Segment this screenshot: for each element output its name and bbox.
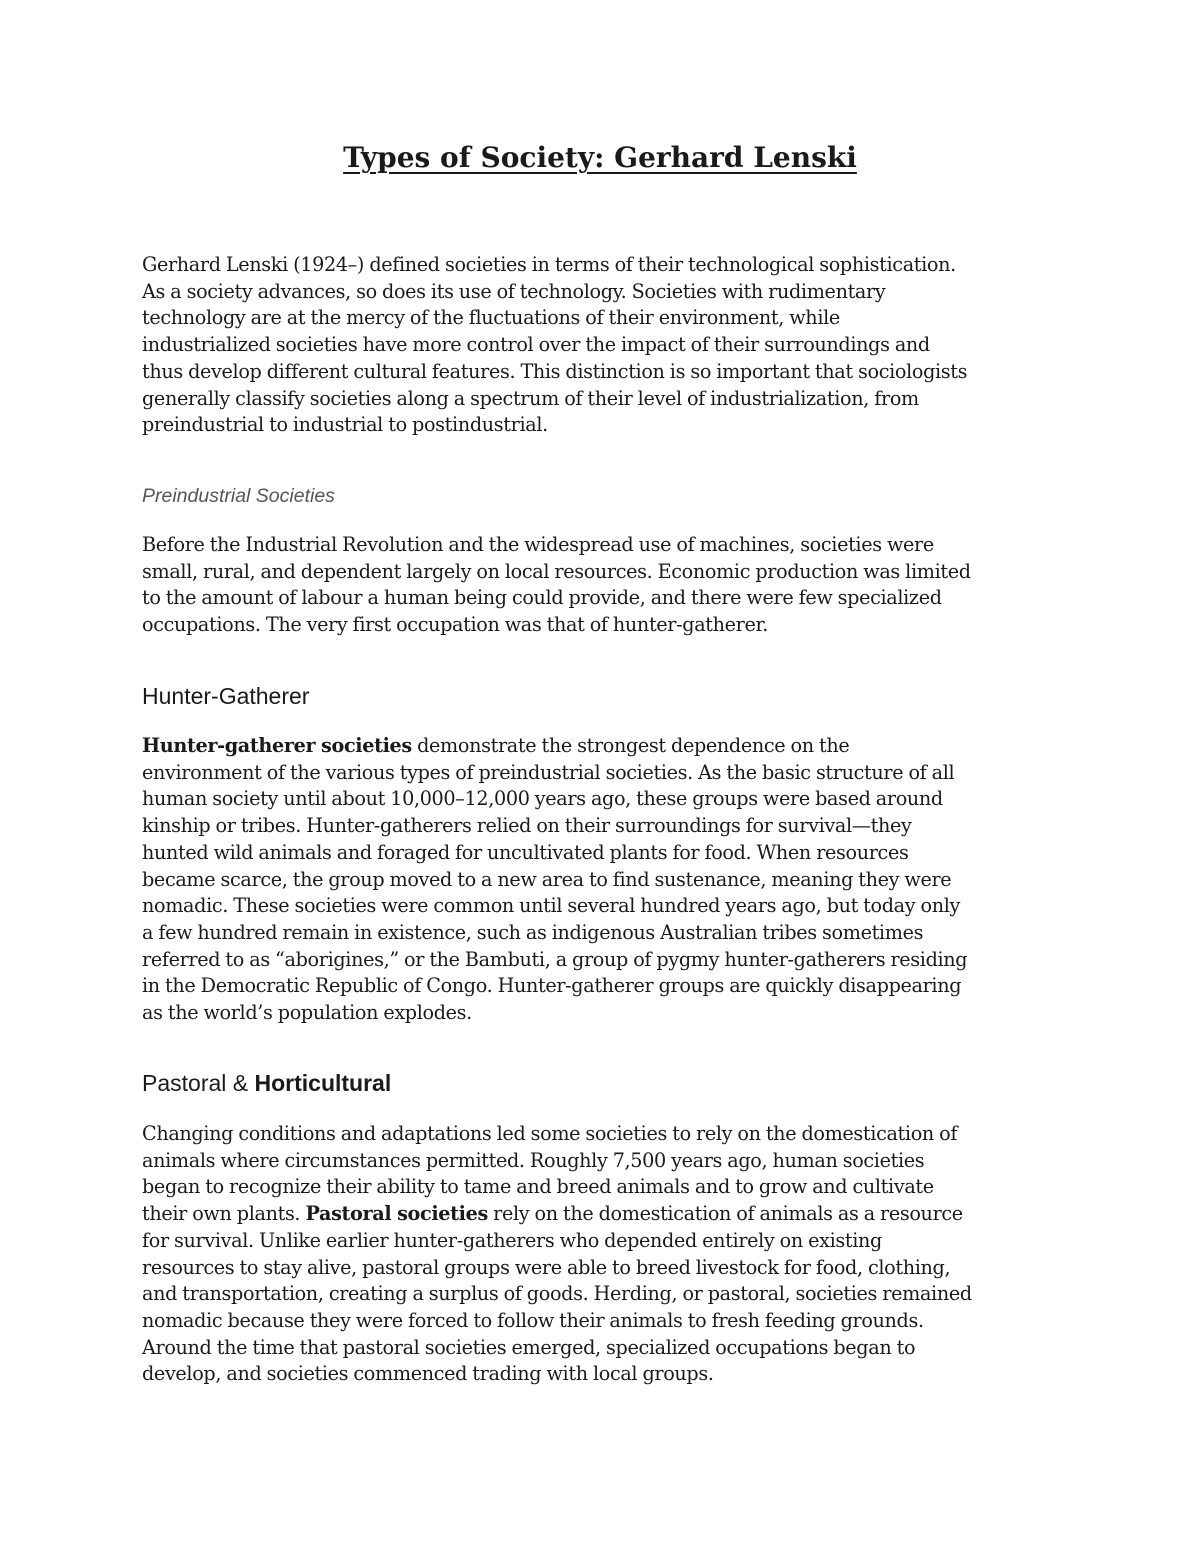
text-line: became scarce, the group moved to a new area to find sustenance, meaning they were bbox=[142, 867, 952, 891]
text-line: industrialized societies have more control over the impact of their surroundings and bbox=[142, 333, 930, 357]
text-line: small, rural, and dependent largely on local resources. Economic production was limited bbox=[142, 559, 971, 583]
preindustrial-paragraph bbox=[142, 532, 1082, 639]
heading-bold: Horticultural bbox=[254, 1070, 392, 1096]
hunter-gatherer-heading: Hunter-Gatherer bbox=[142, 683, 310, 709]
text-span: their own plants. bbox=[142, 1202, 306, 1226]
text-line: a few hundred remain in existence, such as indigenous Australian tribes sometimes bbox=[142, 920, 924, 944]
preindustrial-subheading: Preindustrial Societies bbox=[142, 485, 335, 507]
text-line: develop, and societies commenced trading with local groups. bbox=[142, 1362, 714, 1386]
text-line: As a society advances, so does its use of technology. Societies with rudimentary bbox=[142, 279, 886, 303]
text-line: technology are at the mercy of the fluctuations of their environment, while bbox=[142, 306, 840, 330]
text-line: nomadic because they were forced to follow their animals to fresh feeding grounds. bbox=[142, 1308, 924, 1332]
text-line: Gerhard Lenski (1924–) defined societies in terms of their technological sophistication. bbox=[142, 253, 956, 276]
text-line: to the amount of labour a human being could provide, and there were few specialized bbox=[142, 586, 942, 610]
hunter-gatherer-paragraph bbox=[142, 733, 1082, 1027]
text-line: preindustrial to industrial to postindustrial. bbox=[142, 413, 548, 437]
text-line: Before the Industrial Revolution and the widespread use of machines, societies were bbox=[142, 533, 934, 556]
text-line: in the Democratic Republic of Congo. Hunter-gatherer groups are quickly disappearing bbox=[142, 974, 962, 998]
text-line: occupations. The very first occupation was that of hunter-gatherer. bbox=[142, 613, 768, 637]
text-line: thus develop different cultural features. This distinction is so important that sociologists bbox=[142, 359, 968, 383]
text-line: as the world’s population explodes. bbox=[142, 1001, 472, 1025]
text-line: kinship or tribes. Hunter-gatherers relied on their surroundings for survival—they bbox=[142, 814, 912, 838]
bold-term: Pastoral societies bbox=[305, 1202, 488, 1226]
text-line: Around the time that pastoral societies emerged, specialized occupations began to bbox=[142, 1335, 916, 1359]
text-line: generally classify societies along a spectrum of their level of industrialization, from bbox=[142, 386, 919, 410]
pastoral-heading bbox=[142, 1067, 391, 1099]
intro-paragraph bbox=[142, 252, 1082, 439]
text-line: for survival. Unlike earlier hunter-gatherers who depended entirely on existing bbox=[142, 1228, 882, 1252]
text-span: demonstrate the strongest dependence on the bbox=[411, 734, 850, 757]
text-line: resources to stay alive, pastoral groups were able to breed livestock for food, clothing, bbox=[142, 1255, 951, 1279]
text-span: rely on the domestication of animals as a resource bbox=[487, 1202, 963, 1226]
text-line: began to recognize their ability to tame and breed animals and to grow and cultivate bbox=[142, 1175, 934, 1199]
heading-plain: Pastoral & bbox=[142, 1070, 255, 1096]
text-line: environment of the various types of preindustrial societies. As the basic structure of all bbox=[142, 760, 955, 784]
text-line: animals where circumstances permitted. Roughly 7,500 years ago, human societies bbox=[142, 1148, 925, 1172]
text-line: referred to as “aborigines,” or the Bambuti, a group of pygmy hunter-gatherers residing bbox=[142, 947, 968, 971]
text-line: hunted wild animals and foraged for uncultivated plants for food. When resources bbox=[142, 840, 909, 864]
text-line bbox=[142, 733, 1082, 760]
bold-term: Hunter-gatherer societies bbox=[142, 734, 412, 757]
text-line: Changing conditions and adaptations led some societies to rely on the domestication of bbox=[142, 1122, 958, 1145]
text-line: nomadic. These societies were common until several hundred years ago, but today only bbox=[142, 894, 960, 918]
pastoral-paragraph bbox=[142, 1121, 1082, 1388]
document-title: Types of Society: Gerhard Lenski bbox=[343, 141, 857, 174]
text-line bbox=[142, 1201, 1082, 1228]
text-line: human society until about 10,000–12,000 years ago, these groups were based around bbox=[142, 787, 943, 811]
text-line: and transportation, creating a surplus of goods. Herding, or pastoral, societies remained bbox=[142, 1282, 972, 1306]
